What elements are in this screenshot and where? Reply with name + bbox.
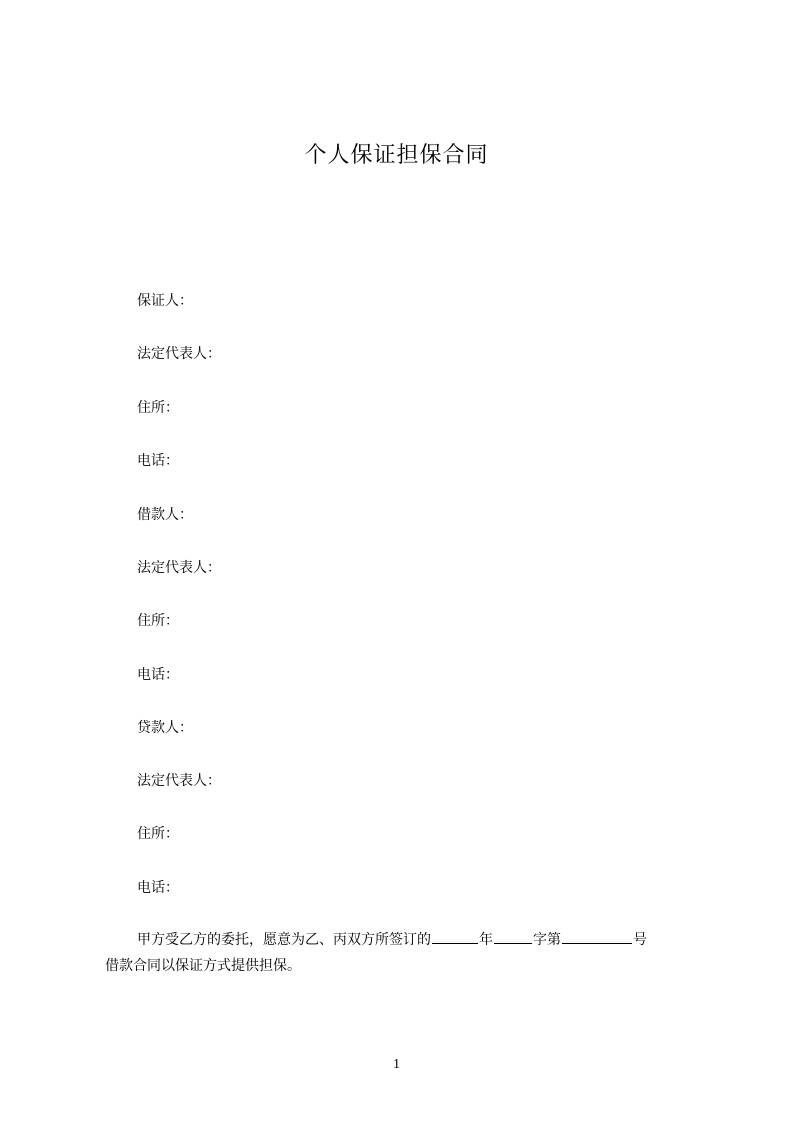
guarantor-legal-rep-label: 法定代表人： [137, 346, 221, 362]
clause-char-word: 字第 [533, 932, 561, 948]
guarantor-address-label: 住所： [137, 400, 179, 416]
clause-line-1 [105, 927, 701, 953]
clause-year-word: 年 [479, 932, 493, 948]
lender-legal-rep-label: 法定代表人： [137, 773, 221, 789]
borrower-legal-rep-label: 法定代表人： [137, 560, 221, 576]
clause-text-part1: 甲方受乙方的委托，愿意为乙、丙双方所签订的 [137, 932, 431, 948]
lender-phone-label: 电话： [137, 880, 179, 896]
lender-label: 贷款人： [137, 720, 193, 736]
guarantee-clause [105, 927, 701, 979]
clause-number-word: 号 [633, 932, 647, 948]
borrower-label: 借款人： [137, 507, 193, 523]
guarantor-label: 保证人： [137, 293, 193, 309]
borrower-phone-label: 电话： [137, 667, 179, 683]
lender-address-label: 住所： [137, 826, 179, 842]
page-number: 1 [393, 1057, 400, 1072]
year-blank [432, 929, 478, 944]
document-title: 个人保证担保合同 [304, 143, 489, 168]
number-blank [562, 929, 632, 944]
char-blank [494, 929, 532, 944]
borrower-address-label: 住所： [137, 613, 179, 629]
guarantor-phone-label: 电话： [137, 453, 179, 469]
clause-line-2: 借款合同以保证方式提供担保。 [105, 958, 301, 974]
